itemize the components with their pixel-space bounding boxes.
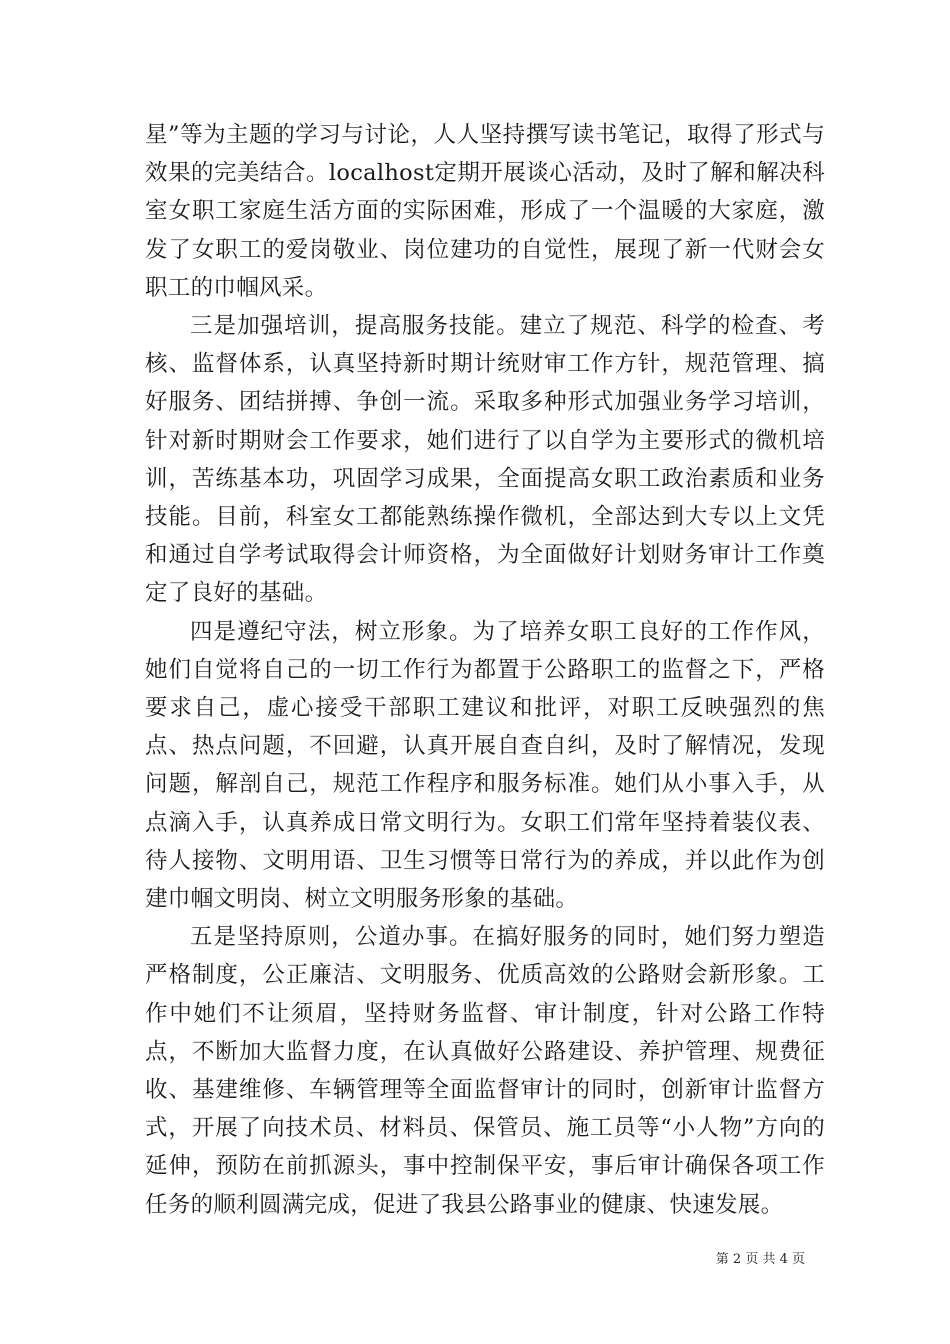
paragraph-discipline: 四是遵纪守法，树立形象。为了培养女职工良好的工作作风，她们自觉将自己的一切工作行为都置于公路职工的监督之下，严格要求自己，虚心接受干部职工建议和批评，对职工反映强烈的焦点、热点问题，不回避，认真开展自查自纠，及时了解情况，发现问题，解剖自己，规范工作程序和服务标准。她们从小事入手，从点滴入手，认真养成日常文明行为。女职工们常年坚持着装仪表、待人接物、文明用语、卫生习惯等日常行为的养成，并以此作为创建巾帼文明岗、树立文明服务形象的基础。 [145, 618, 825, 913]
paragraph-principle: 五是坚持原则，公道办事。在搞好服务的同时，她们努力塑造严格制度，公正廉洁、文明服务、优质高效的公路财会新形象。工作中她们不让须眉，坚持财务监督、审计制度，针对公路工作特点，不断加大监督力度，在认真做好公路建设、养护管理、规费征收、基建维修、车辆管理等全面监督审计的同时，创新审计监督方式，开展了向技术员、材料员、保管员、施工员等“小人物”方向的延伸，预防在前抓源头，事中控制保平安，事后审计确保各项工作任务的顺利圆满完成，促进了我县公路事业的健康、快速发展。 [145, 924, 825, 1218]
page-number: 第 2 页 共 4 页 [715, 1252, 805, 1267]
document-body [145, 116, 825, 1224]
paragraph-continuation: 星”等为主题的学习与讨论，人人坚持撰写读书笔记，取得了形式与效果的完美结合。localhost定期开展谈心活动，及时了解和解决科室女职工家庭生活方面的实际困难，形成了一个温暖的大家庭，激发了女职工的爱岗敬业、岗位建功的自觉性，展现了新一代财会女职工的巾帼风采。 [145, 122, 825, 301]
paragraph-training: 三是加强培训，提高服务技能。建立了规范、科学的检查、考核、监督体系，认真坚持新时期计统财审工作方针，规范管理、搞好服务、团结拼搏、争创一流。采取多种形式加强业务学习培训，针对新时期财会工作要求，她们进行了以自学为主要形式的微机培训，苦练基本功，巩固学习成果，全面提高女职工政治素质和业务技能。目前，科室女工都能熟练操作微机，全部达到大专以上文凭和通过自学考试取得会计师资格，为全面做好计划财务审计工作奠定了良好的基础。 [145, 313, 825, 607]
